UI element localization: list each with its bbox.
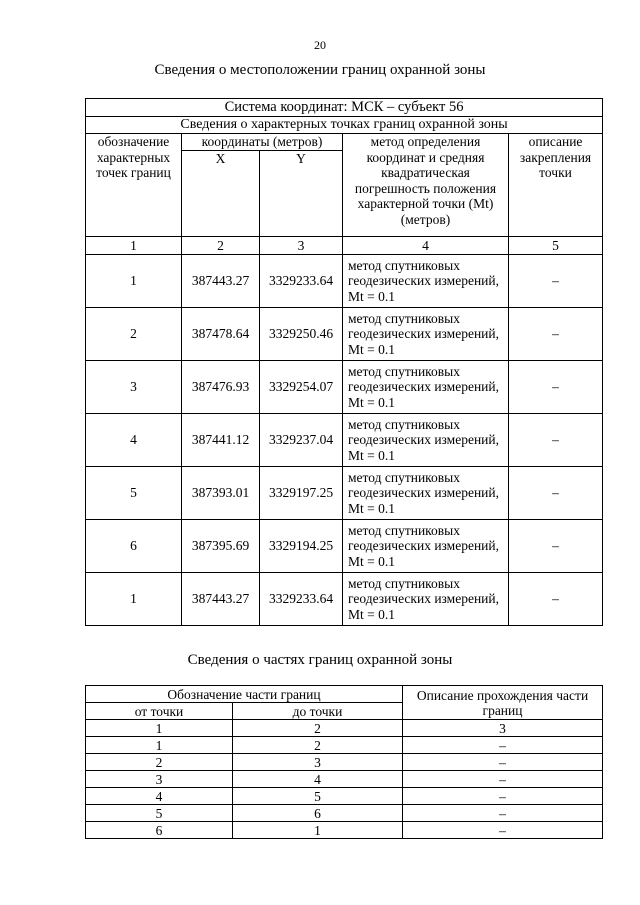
x-value: 387443.27 (182, 573, 260, 626)
column-number: 3 (403, 720, 603, 737)
part-description: – (403, 771, 603, 788)
part-description: – (403, 788, 603, 805)
table-row (86, 788, 603, 805)
table-row (86, 520, 603, 573)
method-text: метод спутниковых геодезических измерений, Mt = 0.1 (343, 467, 509, 520)
column-number: 1 (86, 237, 182, 255)
page-number: 20 (314, 38, 326, 52)
table-row (86, 467, 603, 520)
to-point: 5 (233, 788, 403, 805)
column-number: 2 (233, 720, 403, 737)
method-text: метод спутниковых геодезических измерений, Mt = 0.1 (343, 308, 509, 361)
header-y: Y (260, 151, 343, 237)
table-row (86, 737, 603, 754)
y-value: 3329194.25 (260, 520, 343, 573)
y-value: 3329233.64 (260, 255, 343, 308)
table-row (86, 822, 603, 839)
x-value: 387478.64 (182, 308, 260, 361)
from-point: 1 (86, 737, 233, 754)
to-point: 2 (233, 737, 403, 754)
column-number: 1 (86, 720, 233, 737)
description-text: – (509, 255, 603, 308)
column-number: 5 (509, 237, 603, 255)
description-text: – (509, 308, 603, 361)
method-text: метод спутниковых геодезических измерений, Mt = 0.1 (343, 255, 509, 308)
column-number: 3 (260, 237, 343, 255)
method-text: метод спутниковых геодезических измерений, Mt = 0.1 (343, 414, 509, 467)
point-number: 5 (86, 467, 182, 520)
y-value: 3329254.07 (260, 361, 343, 414)
from-point: 5 (86, 805, 233, 822)
column-number: 4 (343, 237, 509, 255)
description-text: – (509, 361, 603, 414)
table-row (86, 361, 603, 414)
x-value: 387476.93 (182, 361, 260, 414)
from-point: 4 (86, 788, 233, 805)
table-row (86, 414, 603, 467)
x-value: 387443.27 (182, 255, 260, 308)
part-description: – (403, 805, 603, 822)
from-point: 2 (86, 754, 233, 771)
description-text: – (509, 520, 603, 573)
x-value: 387395.69 (182, 520, 260, 573)
header-to-point: до точки (233, 703, 403, 720)
from-point: 6 (86, 822, 233, 839)
table-row (86, 255, 603, 308)
from-point: 3 (86, 771, 233, 788)
table-row (86, 805, 603, 822)
table-row (86, 308, 603, 361)
y-value: 3329233.64 (260, 573, 343, 626)
method-text: метод спутниковых геодезических измерений, Mt = 0.1 (343, 573, 509, 626)
point-number: 1 (86, 573, 182, 626)
to-point: 3 (233, 754, 403, 771)
x-value: 387441.12 (182, 414, 260, 467)
y-value: 3329197.25 (260, 467, 343, 520)
x-value: 387393.01 (182, 467, 260, 520)
y-value: 3329237.04 (260, 414, 343, 467)
to-point: 4 (233, 771, 403, 788)
point-number: 3 (86, 361, 182, 414)
part-description: – (403, 737, 603, 754)
location-title: Сведения о местоположении границ охранной зоны (154, 62, 486, 78)
table-row (86, 754, 603, 771)
coordinate-system: Система координат: МСК – субъект 56 (86, 99, 603, 117)
method-text: метод спутниковых геодезических измерений, Mt = 0.1 (343, 361, 509, 414)
header-coords: координаты (метров) (182, 134, 343, 151)
to-point: 6 (233, 805, 403, 822)
column-number: 2 (182, 237, 260, 255)
table-subtitle: Сведения о характерных точках границ охранной зоны (86, 117, 603, 134)
header-method: метод определения координат и средняя квадратическая погрешность положения характерной точки (Mt) (метров) (343, 134, 509, 237)
header-designation: обозначение характерных точек границ (86, 134, 182, 237)
point-number: 4 (86, 414, 182, 467)
point-number: 6 (86, 520, 182, 573)
description-text: – (509, 573, 603, 626)
method-text: метод спутниковых геодезических измерений, Mt = 0.1 (343, 520, 509, 573)
header-x: X (182, 151, 260, 237)
header-description: описание закрепления точки (509, 134, 603, 237)
table-row (86, 573, 603, 626)
coordinates-table (85, 98, 603, 626)
part-description: – (403, 822, 603, 839)
header-part-description: Описание прохождения части границ (403, 686, 603, 720)
point-number: 1 (86, 255, 182, 308)
part-description: – (403, 754, 603, 771)
point-number: 2 (86, 308, 182, 361)
header-part-designation: Обозначение части границ (86, 686, 403, 703)
y-value: 3329250.46 (260, 308, 343, 361)
header-from-point: от точки (86, 703, 233, 720)
description-text: – (509, 467, 603, 520)
description-text: – (509, 414, 603, 467)
table-row (86, 771, 603, 788)
parts-title: Сведения о частях границ охранной зоны (187, 652, 453, 668)
parts-table (85, 685, 603, 839)
to-point: 1 (233, 822, 403, 839)
